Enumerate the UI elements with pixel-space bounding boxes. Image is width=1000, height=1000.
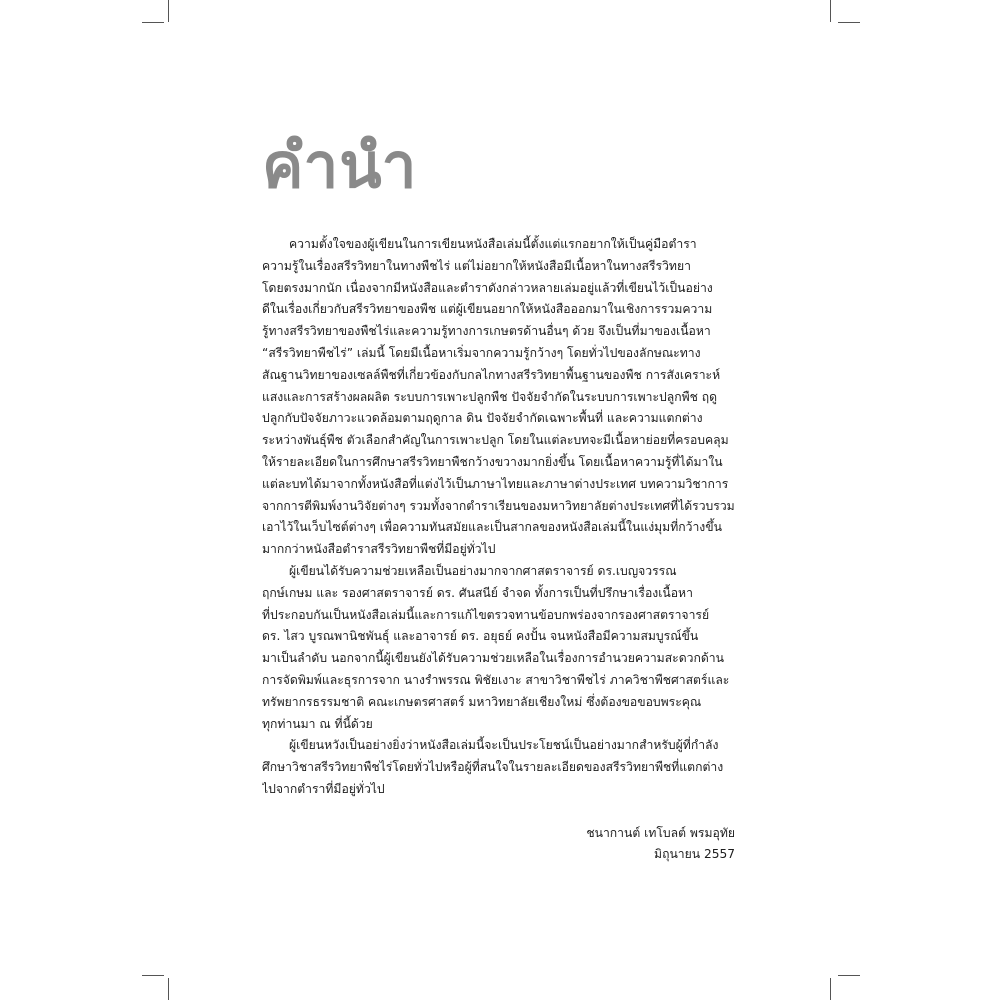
crop-mark bbox=[168, 0, 169, 22]
text-line: ฤกษ์เกษม และ รองศาสตราจารย์ ดร. ศันสนีย์ จำจด ทั้งการเป็นที่ปรึกษาเรื่องเนื้อหา bbox=[262, 585, 693, 600]
text-line: แต่ละบทได้มาจากทั้งหนังสือที่แต่งไว้เป็นภาษาไทยและภาษาต่างประเทศ บทความวิชาการ bbox=[262, 476, 729, 491]
crop-mark bbox=[838, 975, 860, 976]
crop-mark bbox=[830, 0, 831, 22]
page-title: คำนำ bbox=[262, 129, 418, 202]
text-line: ผู้เขียนได้รับความช่วยเหลือเป็นอย่างมากจากศาสตราจารย์ ดร.เบญจวรรณ bbox=[289, 563, 677, 578]
text-line: ไปจากตำราที่มีอยู่ทั่วไป bbox=[262, 781, 385, 796]
text-line: เอาไว้ในเว็บไซต์ต่างๆ เพื่อความทันสมัยและเป็นสากลของหนังสือเล่มนี้ในแง่มุมที่กว้างขึ้น bbox=[262, 520, 722, 535]
preface-body bbox=[262, 234, 737, 866]
text-line: ให้รายละเอียดในการศึกษาสรีรวิทยาพืชกว้างขวางมากยิ่งขึ้น โดยเนื้อหาความรู้ที่ได้มาใน bbox=[262, 454, 723, 469]
signature-date: มิถุนายน 2557 bbox=[654, 847, 735, 862]
text-line: โดยตรงมากนัก เนื่องจากมีหนังสือและตำราดังกล่าวหลายเล่มอยู่แล้วที่เขียนไว้เป็นอย่าง bbox=[262, 280, 713, 295]
text-line: ทรัพยากรธรรมชาติ คณะเกษตรศาสตร์ มหาวิทยาลัยเชียงใหม่ ซึ่งต้องขอขอบพระคุณ bbox=[262, 694, 702, 709]
text-line: แสงและการสร้างผลผลิต ระบบการเพาะปลูกพืช ปัจจัยจำกัดในระบบการเพาะปลูกพืช ฤดู bbox=[262, 389, 718, 404]
text-line: ความตั้งใจของผู้เขียนในการเขียนหนังสือเล่มนี้ตั้งแต่แรกอยากให้เป็นคู่มือตำรา bbox=[289, 237, 697, 251]
crop-mark bbox=[142, 975, 164, 976]
text-line: ที่ประกอบกันเป็นหนังสือเล่มนี้และการแก้ไขตรวจทานข้อบกพร่องจากรองศาสตราจารย์ bbox=[262, 607, 710, 622]
text-line: ดร. ไสว บูรณพานิชพันธุ์ และอาจารย์ ดร. อยุธย์ คงปั้น จนหนังสือมีความสมบูรณ์ขึ้น bbox=[262, 629, 699, 644]
text-line: จากการตีพิมพ์งานวิจัยต่างๆ รวมทั้งจากตำราเรียนของมหาวิทยาลัยต่างประเทศที่ได้รวบรวม bbox=[262, 498, 735, 513]
crop-mark bbox=[830, 978, 831, 1000]
text-line: ความรู้ในเรื่องสรีรวิทยาในทางพืชไร่ แต่ไม่อยากให้หนังสือมีเนื้อหาในทางสรีรวิทยา bbox=[262, 258, 691, 273]
text-line: ผู้เขียนหวังเป็นอย่างยิ่งว่าหนังสือเล่มนี้จะเป็นประโยชน์เป็นอย่างมากสำหรับผู้ที่กำลัง bbox=[289, 738, 719, 753]
text-line: ระหว่างพันธุ์พืช ตัวเลือกสำคัญในการเพาะปลูก โดยในแต่ละบทจะมีเนื้อหาย่อยที่ครอบคลุม bbox=[262, 433, 729, 448]
crop-mark bbox=[838, 22, 860, 23]
text-line: ปลูกกับปัจจัยภาวะแวดล้อมตามฤดูกาล ดิน ปัจจัยจำกัดเฉพาะพื้นที่ และความแตกต่าง bbox=[262, 411, 703, 426]
text-line: มาเป็นลำดับ นอกจากนี้ผู้เขียนยังได้รับความช่วยเหลือในเรื่องการอำนวยความสะดวกด้าน bbox=[262, 651, 724, 666]
text-line: ดีในเรื่องเกี่ยวกับสรีรวิทยาของพืช แต่ผู้เขียนอยากให้หนังสือออกมาในเชิงการรวมความ bbox=[262, 302, 713, 317]
crop-mark bbox=[142, 22, 164, 23]
crop-mark bbox=[168, 978, 169, 1000]
text-line: ทุกท่านมา ณ ที่นี้ด้วย bbox=[262, 716, 373, 731]
text-line: การจัดพิมพ์และธุรการจาก นางรำพรรณ พิชัยเงาะ สาขาวิชาพืชไร่ ภาควิชาพืชศาสตร์และ bbox=[262, 672, 730, 687]
text-line: “สรีรวิทยาพืชไร่” เล่มนี้ โดยมีเนื้อหาเริ่มจากความรู้กว้างๆ โดยทั่วไปของลักษณะทาง bbox=[262, 345, 701, 360]
text-line: ศึกษาวิชาสรีรวิทยาพืชไร่โดยทั่วไปหรือผู้ที่สนใจในรายละเอียดของสรีรวิทยาพืชที่แตกต่าง bbox=[262, 760, 724, 775]
author-name: ชนากานต์ เทโบลต์ พรมอุทัย bbox=[586, 825, 735, 840]
text-line: สัณฐานวิทยาของเซลล์พืชที่เกี่ยวข้องกับกลไกทางสรีรวิทยาพื้นฐานของพืช การสังเคราะห์ bbox=[262, 367, 721, 382]
text-line: มากกว่าหนังสือตำราสรีรวิทยาพืชที่มีอยู่ทั่วไป bbox=[262, 542, 496, 557]
text-line: รู้ทางสรีรวิทยาของพืชไร่และความรู้ทางการเกษตรด้านอื่นๆ ด้วย จึงเป็นที่มาของเนื้อหา bbox=[262, 324, 711, 339]
